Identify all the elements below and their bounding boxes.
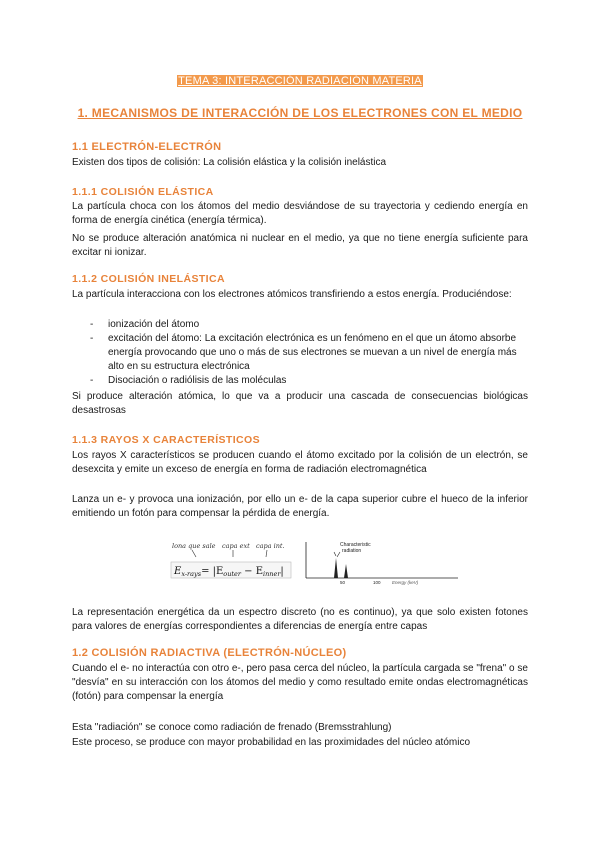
handwritten-note-2: capa ext (222, 542, 250, 550)
spectrum-peak-2 (344, 564, 348, 578)
characteristic-spectrum-image (300, 540, 460, 586)
section-1-1-2-heading: 1.1.2 COLISIÓN INELÁSTICA (72, 273, 225, 285)
energy-formula: $E_{x-rays}= |E_{outer} - E_{inner}|$ (174, 566, 284, 578)
section-1-1-3-heading: 1.1.3 RAYOS X CARACTERÍSTICOS (72, 434, 261, 446)
section-1-1-1-heading: 1.1.1 COLISIÓN ELÁSTICA (72, 186, 214, 198)
list-item: - Disociación o radiólisis de las moléculas (90, 375, 287, 386)
list-item: - excitación del átomo: La excitación electrónica es un fenómeno en el que un átomo absorbe energía provocando que uno o más de sus electrones se muevan a un nivel de energía más alto en su estructura electrónica (90, 333, 517, 372)
ionization-effects-list (72, 318, 528, 388)
handwritten-note-3: capa int. (256, 542, 285, 550)
section-1-1-heading: 1.1 ELECTRÓN-ELECTRÓN (72, 141, 222, 153)
energy-formula-image (170, 540, 293, 584)
section-1-1-intro: Existen dos tipos de colisión: La colisión elástica y la colisión inelástica (72, 157, 387, 168)
label-pointer (334, 552, 340, 557)
section-1-1-2-paragraph-2: Si produce alteración atómica, lo que va a producir una cascada de consecuencias biológicas desastrosas (72, 391, 528, 416)
section-1-1-3-paragraph-1: Los rayos X característicos se producen cuando el átomo excitado por la colisión de un electrón, se desexcita y emite un exceso de energía en forma de radiación electromagnética (72, 450, 528, 475)
section-1-1-2-paragraph-1: La partícula interacciona con los electrones atómicos transfiriendo a estos energía. Produciéndose: (72, 289, 512, 300)
tick-label-50: 50 (340, 580, 346, 585)
section-1-2-paragraph-1: Cuando el e- no interactúa con otro e-, pero pasa cerca del núcleo, la partícula cargada se "frena" o se "desvía" en su interacción con los átomos del medio y como resultado emite ondas electromagnéticas (fotón) para compensar la energía (72, 663, 528, 702)
document-title (0, 71, 600, 89)
x-axis-label: Energy (keV) (392, 580, 419, 585)
section-1-1-3-paragraph-3: La representación energética da un espectro discreto (no es continuo), ya que solo existen fotones para valores de energías correspondientes a diferencias de energía entre capas (72, 607, 528, 632)
document-title-text: TEMA 3: INTERACCIÓN RADIACIÓN MATERIA (178, 75, 422, 87)
annotation-arrows (192, 550, 267, 557)
spectrum-peak-1 (334, 558, 338, 578)
spectrum-label-line-1: Characteristic (340, 542, 371, 548)
section-1-2-paragraph-2: Esta "radiación" se conoce como radiación de frenado (Bremsstrahlung) (72, 722, 392, 733)
section-1-1-3-paragraph-2: Lanza un e- y provoca una ionización, por ello un e- de la capa superior cubre el hueco de la inferior emitiendo un fotón para compensar la pérdida de energía. (72, 494, 528, 519)
section-1-1-1-paragraph-1: La partícula choca con los átomos del medio desviándose de su trayectoria y cediendo energía en forma de energía cinética (energía térmica). (72, 201, 528, 226)
section-1-1-1-paragraph-2: No se produce alteración anatómica ni nuclear en el medio, ya que no tiene energía suficiente para excitar ni ionizar. (72, 233, 528, 258)
handwritten-note-1: lona que sale (172, 542, 216, 550)
section-1-2-heading: 1.2 COLISIÓN RADIACTIVA (ELECTRÓN-NÚCLEO) (72, 647, 347, 659)
list-item: - ionización del átomo (90, 319, 200, 330)
section-1-2-paragraph-3: Este proceso, se produce con mayor probabilidad en las proximidades del núcleo atómico (72, 737, 471, 748)
characteristic-xray-figure (170, 540, 460, 586)
section-1-heading: 1. MECANISMOS DE INTERACCIÓN DE LOS ELECTRONES CON EL MEDIO (77, 106, 523, 120)
spectrum-label-line-2: radiation (342, 548, 362, 554)
tick-label-100: 100 (373, 580, 381, 585)
